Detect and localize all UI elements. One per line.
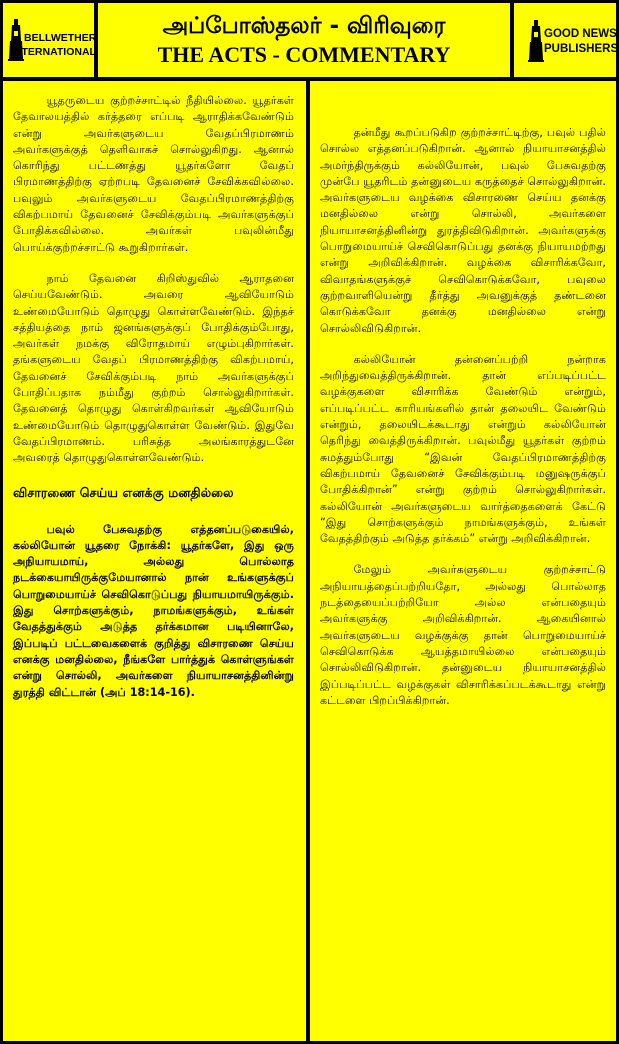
right-paragraph-3: மேலும் அவர்களுடைய குற்றச்சாட்டு அநியாயத்தைப்பற்றியதோ, அல்லது பொல்லாத நடத்தையைப்பற்றியோ அல்ல என்பதையும் அவர்களுக்கு அறிவிக்கிறான். ஆகையினால் அவர்களுடைய வழக்குக்கு தான் பொறுமையாய்ச் செவிகொடுக்க ஆயத்தமாயில்லை என்பதையும் சொல்லிவிடுகிறான். தன்னுடைய நியாயாசனத்தில் இப்படிப்பட்ட வழக்குகள் விசாரிக்கப்படக்கூடாது என்று கட்டளை பிறப்பிக்கிறான். xyxy=(320,563,606,707)
logo-right-line2: PUBLISHERS xyxy=(544,43,619,55)
bell-tower-icon xyxy=(528,20,544,62)
bellwether-logo xyxy=(3,3,97,77)
page-title-tamil: அப்போஸ்தலர் - விரிவுரை xyxy=(162,13,446,39)
right-column xyxy=(310,81,616,1041)
logo-right-line1: GOOD NEWS xyxy=(544,28,617,40)
scripture-quote: பவுல் பேசுவதற்கு எத்தனப்படுகையில், கல்லியோன் யூதரை நோக்கி: யூதர்களே, இது ஒரு அநியாயமாய், அல்லது பொல்லாத நடக்கையாயிருக்குமேயானால் நான் உங்களுக்குப் பொறுமையாய்ச் செவிகொடுப்பது நியாயமாயிருக்கும். இது சொற்களுக்கும், நாமங்களுக்கும், உங்கள் வேதத்துக்கும் அடுத்த தர்க்கமான படியினாலே, இப்படிப் பட்டவைகளைக் குறித்து விசாரணை செய்ய எனக்கு மனதில்லை, நீங்களே பார்த்துக் கொள்ளுங்கள் என்று சொல்லி, அவர்களை நியாயாசனத்தினின்று துரத்தி விட்டான் (அப் 18:14-16). xyxy=(13,522,294,699)
logo-left-line2: INTERNATIONAL xyxy=(11,46,96,58)
right-paragraph-1: தன்மீது கூறப்படுகிற குற்றச்சாட்டிற்கு, பவுல் பதில் சொல்ல எத்தனப்படுகிறான். ஆனால் நியாயாசனத்தில் அமர்ந்திருக்கும் கல்லியோன், பவுல் பேசுவதற்கு முன்பே யூதரிடம் தன்னுடைய கருத்தைச் சொல்லுகிறான். அவர்களுடைய வழக்கை விசாரணை செய்ய தனக்கு மனதில்லை என்று சொல்லி, அவர்களை நியாயாசனத்தினின்று துரத்திவிடுகிறான். அவர்களுக்கு பொறுமையாய்ச் செவிகொடுப்பது தனக்கு நியாயமற்றது என்று அறிவிக்கிறான். வழக்கை விசாரிக்கவோ, விவாதங்களுக்குச் செவிகொடுக்கவோ, பவுலை குற்றவாளியென்று தீர்த்து அவனுக்குத் தண்டனை கொடுக்கவோ தனக்கு மனதில்லை என்று சொல்லிவிடுகிறான். xyxy=(320,126,606,335)
logo-left-line1: BELLWETHER xyxy=(24,32,97,44)
title-panel xyxy=(98,3,510,77)
right-paragraph-2: கல்லியோன் தன்னைப்பற்றி நன்றாக அறிந்துவைத்திருக்கிறான். தான் எப்படிப்பட்ட வழக்குகளை விசாரிக்க வேண்டும் என்றும், எப்படிப்பட்ட காரியங்களில் தான் தலையிட வேண்டும் என்றும், தலையிடக்கூடாது என்றும் கல்லியோன் தெரிந்து வைத்திருக்கிறான். பவுல்மீது யூதர்கள் குற்றம் சுமத்தும்போது “இவன் வேதப்பிரமாணத்திற்கு விகற்பமாய் தேவனைச் சேவிக்கும்படி மனுஷருக்குப் போதிக்கிறான்” என்று குற்றம் சொல்லுகிறார்கள். கல்லியோன் அவர்களுடைய வார்த்தைகளைக் கேட்டு “இது சொற்களுக்கும் நாமங்களுக்கும், உங்கள் வேதத்திற்கும் அடுத்த தர்க்கம்” என்று அறிவிக்கிறான். xyxy=(320,352,606,546)
left-paragraph-1: யூதருடைய குற்றச்சாட்டில் நீதியில்லை. யூதர்கள் தேவாலயத்தில் கர்த்தரை எப்படி ஆராதிக்கவேண்டும் என்று அவர்களுடைய வேதப்பிரமாணம் அவர்களுக்குத் தெளிவாகச் சொல்லுகிறது. ஆனால் கொரிந்து பட்டணத்து யூதர்களோ வேதப் பிரமாணத்திற்கு ஏற்றபடி தேவனைச் சேவிக்கவில்லை. பவுலும் அவர்களுடைய வேதப்பிரமாணத்திற்கு விகற்பமாய் தேவனைச் சேவிக்கும்படி அவர்களுக்குப் போதிக்கவில்லை. அவர்கள் பவுலின்மீது பொய்க்குற்றச்சாட்டு கூறுகிறார்கள். xyxy=(13,94,294,254)
page-title-english: THE ACTS - COMMENTARY xyxy=(157,42,451,67)
good-news-logo xyxy=(514,3,619,77)
section-heading: விசாரணை செய்ய எனக்கு மனதில்லை xyxy=(13,484,234,500)
left-column xyxy=(3,81,306,1041)
left-paragraph-2: நாம் தேவனை கிறிஸ்துவில் ஆராதனை செய்யவேண்டும். அவரை ஆவியோடும் உண்மையோடும் தொழுது கொள்ளவேண்டும். இந்தச் சத்தியத்தை நாம் ஜனங்களுக்குப் போதிக்கும்போது, அவர்கள் நமக்கு விரோதமாய் எழும்புகிறார்கள். தங்களுடைய வேதப் பிரமாணத்திற்கு விகற்பமாய், தேவனைச் சேவிக்கும்படி நாம் அவர்களுக்குப் போதிப்பதாக நம்மீது குற்றம் சொல்லுகிறார்கள். தேவனைத் தொழுது கொள்கிறவர்கள் ஆவியோடும் உண்மையோடும் தொழுதுகொள்ள வேண்டும். இதுவே வேதப்பிரமாணம். பரிசுத்த அலங்காரத்துடனே அவரைத் தொழுதுகொள்ளவேண்டும். xyxy=(13,271,294,465)
